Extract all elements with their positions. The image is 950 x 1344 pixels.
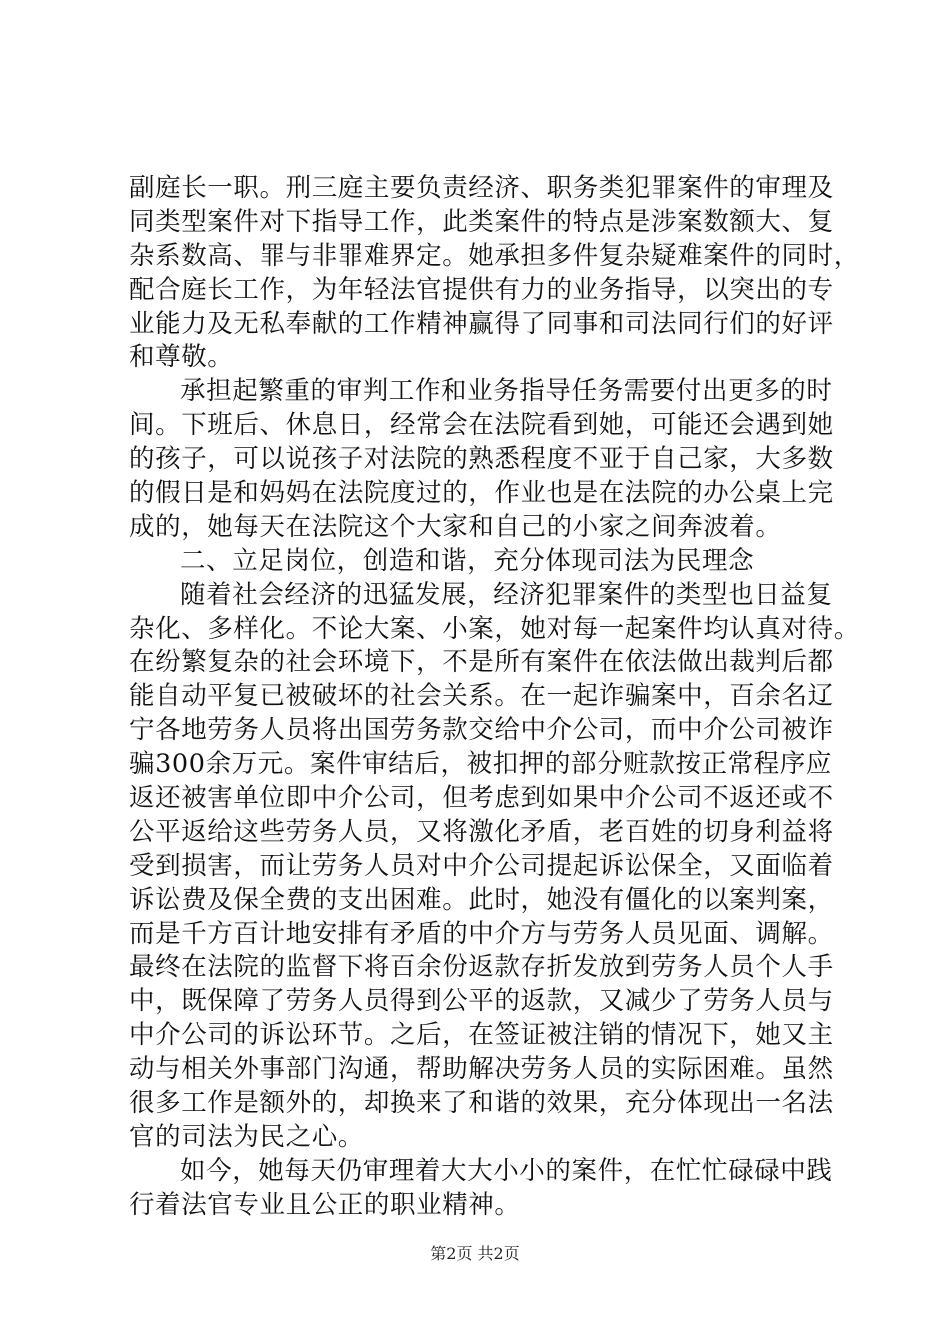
text-line: 杂化、多样化。不论大案、小案，她对每一起案件均认真对待。 [129, 613, 860, 644]
text-line: 动与相关外事部门沟通，帮助解决劳务人员的实际困难。虽然 [129, 1054, 834, 1085]
document-body [129, 172, 860, 1223]
text-line: 的假日是和妈妈在法院度过的，作业也是在法院的办公桌上完 [129, 478, 834, 509]
paragraph-start-line: 如今，她每天仍审理着大大小小的案件，在忙忙碌碌中践 [180, 1155, 833, 1186]
text-line: 能自动平复已被破坏的社会关系。在一起诈骗案中，百余名辽 [129, 681, 834, 712]
text-line: 副庭长一职。刑三庭主要负责经济、职务类犯罪案件的审理及 [129, 173, 834, 203]
text-line: 成的，她每天在法院这个大家和自己的小家之间奔波着。 [129, 511, 782, 542]
paragraph-start-line: 承担起繁重的审判工作和业务指导任务需要付出更多的时 [180, 376, 833, 407]
text-line: 配合庭长工作，为年轻法官提供有力的业务指导，以突出的专 [129, 274, 834, 305]
text-line: 间。下班后、休息日，经常会在法院看到她，可能还会遇到她 [129, 410, 834, 441]
text-line: 业能力及无私奉献的工作精神赢得了同事和司法同行们的好评 [129, 308, 834, 339]
text-line: 诉讼费及保全费的支出困难。此时，她没有僵化的以案判案， [129, 884, 834, 915]
text-line: 同类型案件对下指导工作，此类案件的特点是涉案数额大、复 [129, 206, 834, 237]
text-line: 官的司法为民之心。 [129, 1121, 364, 1152]
text-line: 返还被害单位即中介公司，但考虑到如果中介公司不返还或不 [129, 783, 834, 814]
text-line: 和尊敬。 [129, 342, 234, 373]
text-line: 受到损害，而让劳务人员对中介公司提起诉讼保全，又面临着 [129, 850, 834, 881]
text-line: 杂系数高、罪与非罪难界定。她承担多件复杂疑难案件的同时， [129, 240, 860, 271]
page-number-footer: 第2页 共2页 [430, 1244, 520, 1263]
text-line: 行着法官专业且公正的职业精神。 [129, 1189, 521, 1220]
text-line: 的孩子，可以说孩子对法院的熟悉程度不亚于自己家，大多数 [129, 444, 834, 475]
text-line: 骗300余万元。案件审结后，被扣押的部分赃款按正常程序应 [129, 749, 832, 780]
text-line: 中介公司的诉讼环节。之后，在签证被注销的情况下，她又主 [129, 1020, 834, 1051]
text-line: 而是千方百计地安排有矛盾的中介方与劳务人员见面、调解。 [129, 918, 834, 949]
text-line: 公平返给这些劳务人员，又将激化矛盾，老百姓的切身利益将 [129, 816, 834, 847]
paragraph-start-line: 随着社会经济的迅猛发展，经济犯罪案件的类型也日益复 [180, 579, 833, 610]
text-line: 很多工作是额外的，却换来了和谐的效果，充分体现出一名法 [129, 1088, 834, 1119]
text-line: 在纷繁复杂的社会环境下，不是所有案件在依法做出裁判后都 [129, 647, 834, 678]
text-line: 中，既保障了劳务人员得到公平的返款，又减少了劳务人员与 [129, 986, 834, 1017]
text-line: 最终在法院的监督下将百余份返款存折发放到劳务人员个人手 [129, 952, 834, 983]
text-line: 宁各地劳务人员将出国劳务款交给中介公司，而中介公司被诈 [129, 715, 834, 746]
section-heading: 二、立足岗位，创造和谐，充分体现司法为民理念 [180, 545, 755, 576]
